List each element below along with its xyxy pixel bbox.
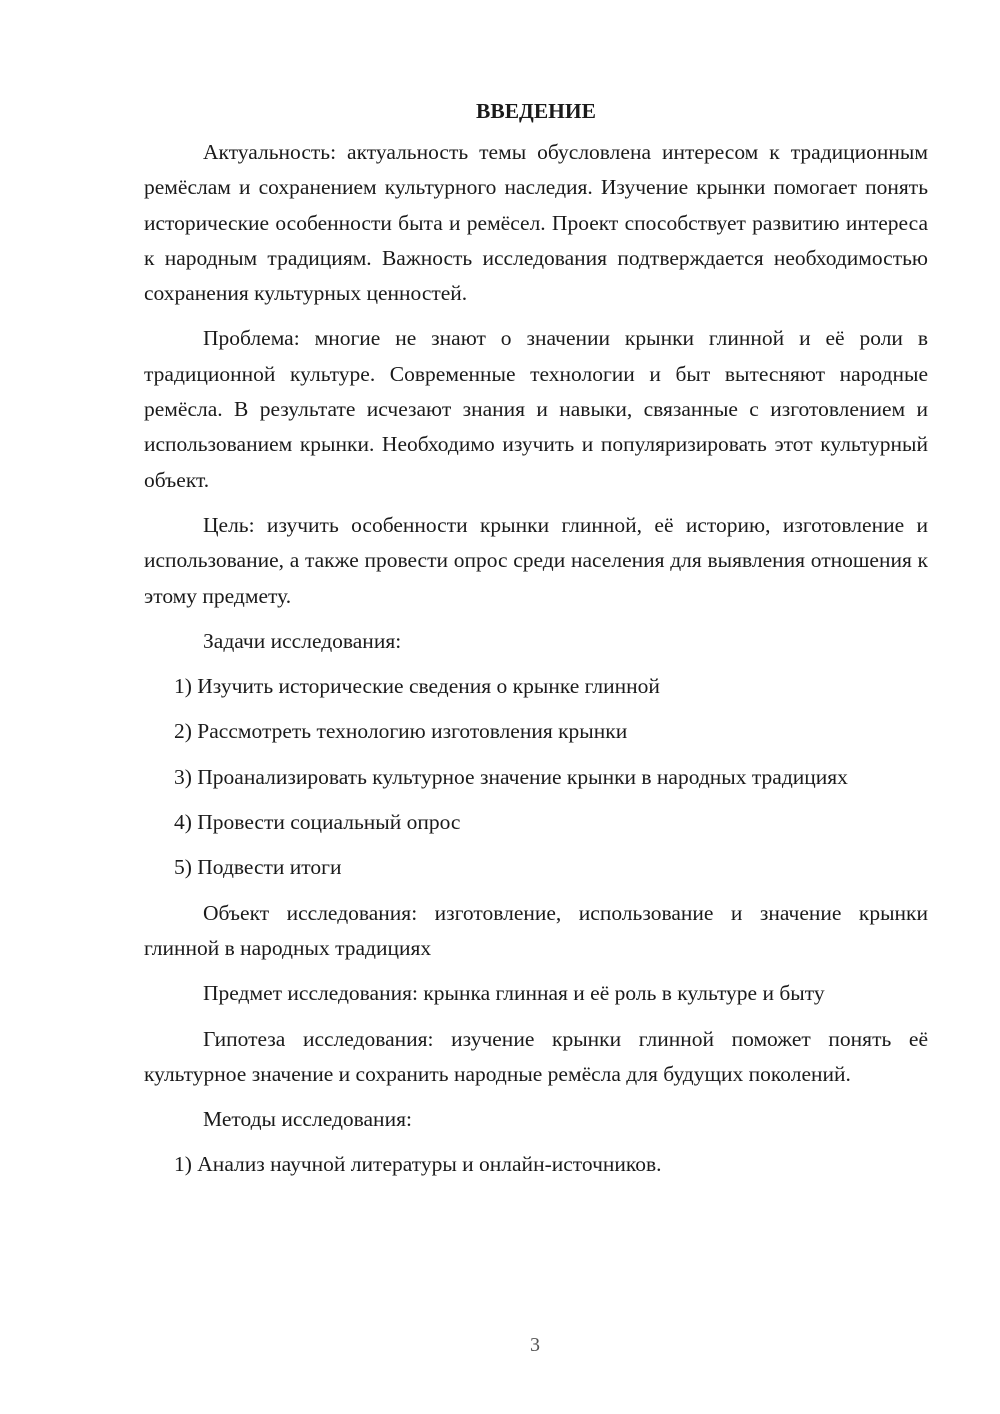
page-number: 3 [530, 1334, 540, 1356]
task-item: 3) Проанализировать культурное значение крынки в народных традициях [174, 764, 848, 789]
task-item: 1) Изучить исторические сведения о крынке глинной [174, 674, 660, 699]
problem-paragraph: Проблема: многие не знают о значении крынки глинной и её роли в традиционной культуре. Современные технологии и быт вытесняют народные ремёсла. В результате исчезают знания и навыки, связанные с изготовлением и использованием крынки. Необходимо изучить и популяризировать этот культурный объект. [144, 326, 928, 492]
hypothesis-paragraph: Гипотеза исследования: изучение крынки глинной поможет понять её культурное значение и сохранить народные ремёсла для будущих поколений. [144, 1026, 928, 1086]
goal-paragraph: Цель: изучить особенности крынки глинной, её историю, изготовление и использование, а также провести опрос среди населения для выявления отношения к этому предмету. [144, 512, 928, 608]
subject-paragraph: Предмет исследования: крынка глинная и её роль в культуре и быту [203, 981, 825, 1006]
task-item: 4) Провести социальный опрос [174, 810, 461, 835]
method-item: 1) Анализ научной литературы и онлайн-источников. [174, 1152, 662, 1177]
page-content [144, 95, 928, 1193]
object-paragraph: Объект исследования: изготовление, использование и значение крынки глинной в народных традициях [144, 900, 928, 960]
task-item: 2) Рассмотреть технологию изготовления крынки [174, 719, 628, 744]
tasks-heading: Задачи исследования: [203, 628, 402, 653]
task-item: 5) Подвести итоги [174, 855, 342, 880]
section-title: ВВЕДЕНИЕ [476, 99, 596, 123]
relevance-paragraph: Актуальность: актуальность темы обусловлена интересом к традиционным ремёслам и сохранением культурного наследия. Изучение крынки помогает понять исторические особенности быта и ремёсел. Проект способствует развитию интереса к народным традициям. Важность исследования подтверждается необходимостью сохранения культурных ценностей. [144, 140, 928, 306]
methods-heading: Методы исследования: [203, 1107, 412, 1132]
